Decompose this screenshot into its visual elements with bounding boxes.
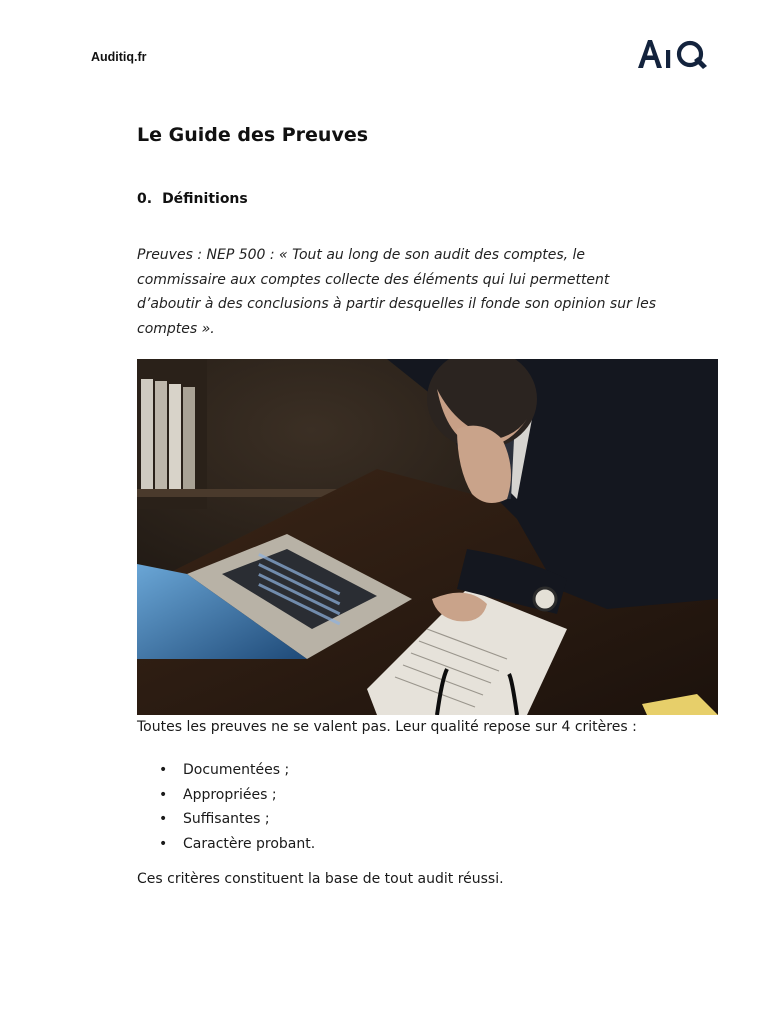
list-item-label: Suffisantes ; [183,811,270,827]
list-item [137,807,315,832]
section-heading [137,191,248,207]
criteria-list [137,758,315,856]
list-item [137,783,315,808]
bullet-icon: • [159,786,168,803]
list-item [137,832,315,857]
page-title: Le Guide des Preuves [137,124,369,146]
photo-auditor-reviewing-documents [137,359,718,715]
aiq-logo [636,36,712,72]
bullet-icon: • [159,762,168,778]
site-name: Auditiq.fr [91,50,147,64]
list-item-label: Documentées ; [183,762,290,778]
list-item [137,758,315,783]
section-number: 0. [137,191,153,207]
section-title: Définitions [162,191,248,207]
bullet-icon: • [159,835,168,852]
conclusion-text: Ces critères constituent la base de tout audit réussi. [137,871,504,887]
definition-quote: Preuves : NEP 500 : « Tout au long de son audit des comptes, le commissaire aux comptes collecte des éléments qui lui permettent d’aboutir à des conclusions à partir desquelles il fonde son opinion sur les comptes ». [137,247,657,337]
list-item-label: Caractère probant. [183,835,316,852]
list-item-label: Appropriées ; [183,786,277,803]
criteria-intro: Toutes les preuves ne se valent pas. Leur qualité repose sur 4 critères : [137,719,637,735]
bullet-icon: • [159,811,168,827]
